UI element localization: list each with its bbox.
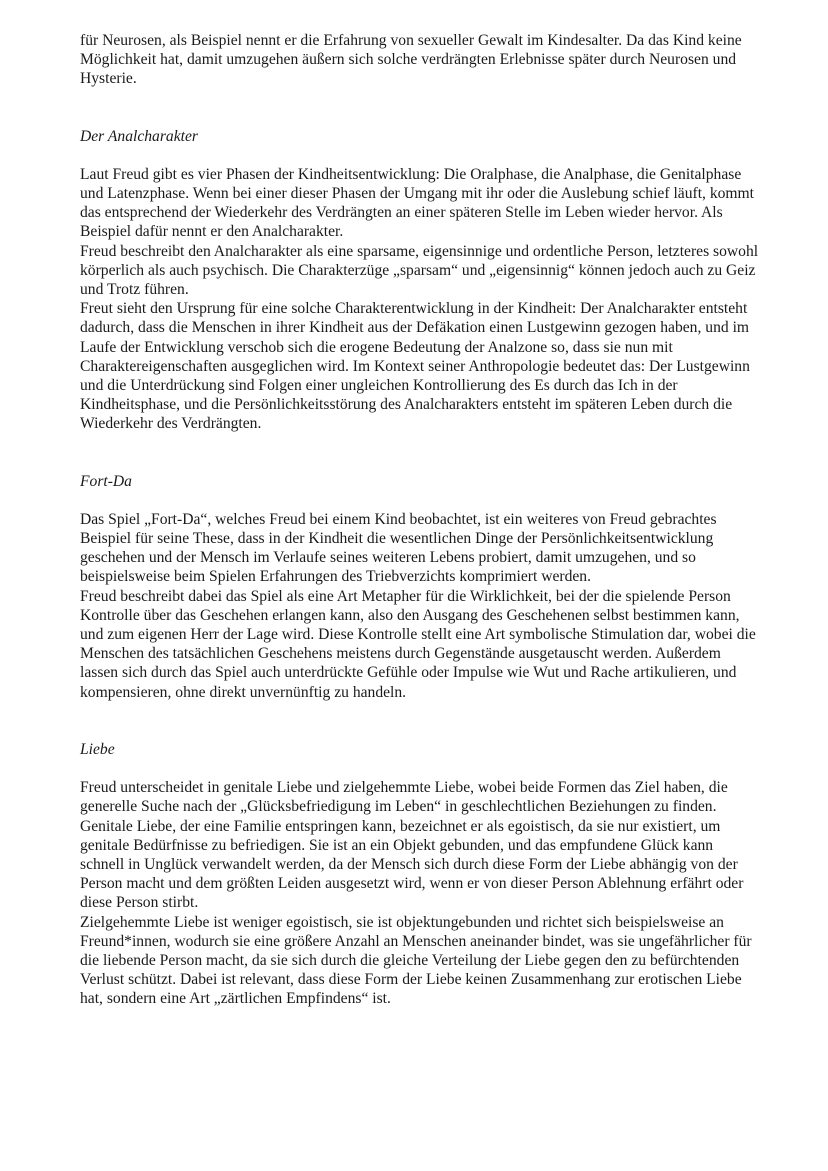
section-paragraph: Genitale Liebe, der eine Familie entspringen kann, bezeichnet er als egoistisch, da sie nur existiert, um genitale Bedürfnisse zu befriedigen. Sie ist an ein Objekt gebunden, und das empfundene Glück kann schnell in Unglück verwandelt werden, da der Mensch sich durch diese Form der Liebe abhängig von der Person macht und dem größten Leiden ausgesetzt wird, wenn er von dieser Person Ablehnung erfährt oder diese Person stirbt. <box>80 817 744 912</box>
section-heading: Fort-Da <box>80 472 132 490</box>
section-paragraph: Freud beschreibt den Analcharakter als eine sparsame, eigensinnige und ordentliche Person, letzteres sowohl körperlich als auch psychisch. Die Charakterzüge „sparsam“ und „eigensinnig“ können jedoch auch zu Geiz und Trotz führen. <box>80 242 759 299</box>
section-paragraph: Zielgehemmte Liebe ist weniger egoistisch, sie ist objektungebunden und richtet sich beispielsweise an Freund*innen, wodurch sie eine größere Anzahl an Menschen aneinander bindet, was sie ungefährlicher für die liebende Person macht, da sie sich durch die gleiche Verteilung der Liebe gegen den zu befürchtenden Verlust schützt. Dabei ist relevant, dass diese Form der Liebe keinen Zusammenhang zur erotischen Liebe hat, sondern eine Art „zärtlichen Empfindens“ ist. <box>80 913 752 1008</box>
section-heading: Der Analcharakter <box>80 127 198 145</box>
section-paragraph: Freud beschreibt dabei das Spiel als eine Art Metapher für die Wirklichkeit, bei der die spielende Person Kontrolle über das Geschehen erlangen kann, also den Ausgang des Geschehenen selbst bestimmen kann, und zum eigenen Herr der Lage wird. Diese Kontrolle stellt eine Art symbolische Stimulation dar, wobei die Menschen des tatsächlichen Geschehens meistens durch Gegenstände ausgetauscht werden. Außerdem lassen sich durch das Spiel auch unterdrückte Gefühle oder Impulse wie Wut und Rache artikulieren, und kompensieren, ohne direkt unvernünftig zu handeln. <box>80 587 756 701</box>
section-paragraph: Freut sieht den Ursprung für eine solche Charakterentwicklung in der Kindheit: Der Analcharakter entsteht dadurch, dass die Menschen in ihrer Kindheit aus der Defäkation einen Lustgewinn gezogen haben, und im Laufe der Entwicklung verschob sich die erogene Bedeutung der Analzone so, dass sie nun mit Charaktereigenschaften ausgeglichen wird. Im Kontext seiner Anthropologie bedeutet das: Der Lustgewinn und die Unterdrückung sind Folgen einer ungleichen Kontrollierung des Es durch das Ich in der Kindheitsphase, und die Persönlichkeitsstörung des Analcharakters entsteht im späteren Leben durch die Wiederkehr des Verdrängten. <box>80 300 750 433</box>
section-liebe <box>80 740 760 1009</box>
section-heading: Liebe <box>80 740 115 758</box>
section-paragraph: Freud unterscheidet in genitale Liebe und zielgehemmte Liebe, wobei beide Formen das Ziel haben, die generelle Suche nach der „Glücksbefriedigung im Leben“ in geschlechtlichen Beziehungen zu finden. <box>80 779 728 816</box>
section-fort-da <box>80 472 760 702</box>
section-paragraph: Laut Freud gibt es vier Phasen der Kindheitsentwicklung: Die Oralphase, die Analphase, die Genitalphase und Latenzphase. Wenn bei einer dieser Phasen der Umgang mit ihr oder die Auslebung schief läuft, kommt das entsprechend der Wiederkehr des Verdrängten an einer späteren Stelle im Leben wieder hervor. Als Beispiel dafür nennt er den Analcharakter. <box>80 165 755 241</box>
intro-paragraph: für Neurosen, als Beispiel nennt er die Erfahrung von sexueller Gewalt im Kindesalter. Da das Kind keine Möglichkeit hat, damit umzugehen äußern sich solche verdrängten Erlebnisse später durch Neurosen und Hysterie. <box>80 32 742 88</box>
document-page <box>80 31 760 1009</box>
section-paragraph: Das Spiel „Fort-Da“, welches Freud bei einem Kind beobachtet, ist ein weiteres von Freud gebrachtes Beispiel für seine These, dass in der Kindheit die wesentlichen Dinge der Persönlichkeitsentwicklung geschehen und der Mensch im Verlaufe seines weiteren Lebens probiert, damit umzugehen, und so beispielsweise beim Spielen Erfahrungen des Triebverzichts komprimiert werden. <box>80 510 717 586</box>
section-analcharakter <box>80 127 760 434</box>
